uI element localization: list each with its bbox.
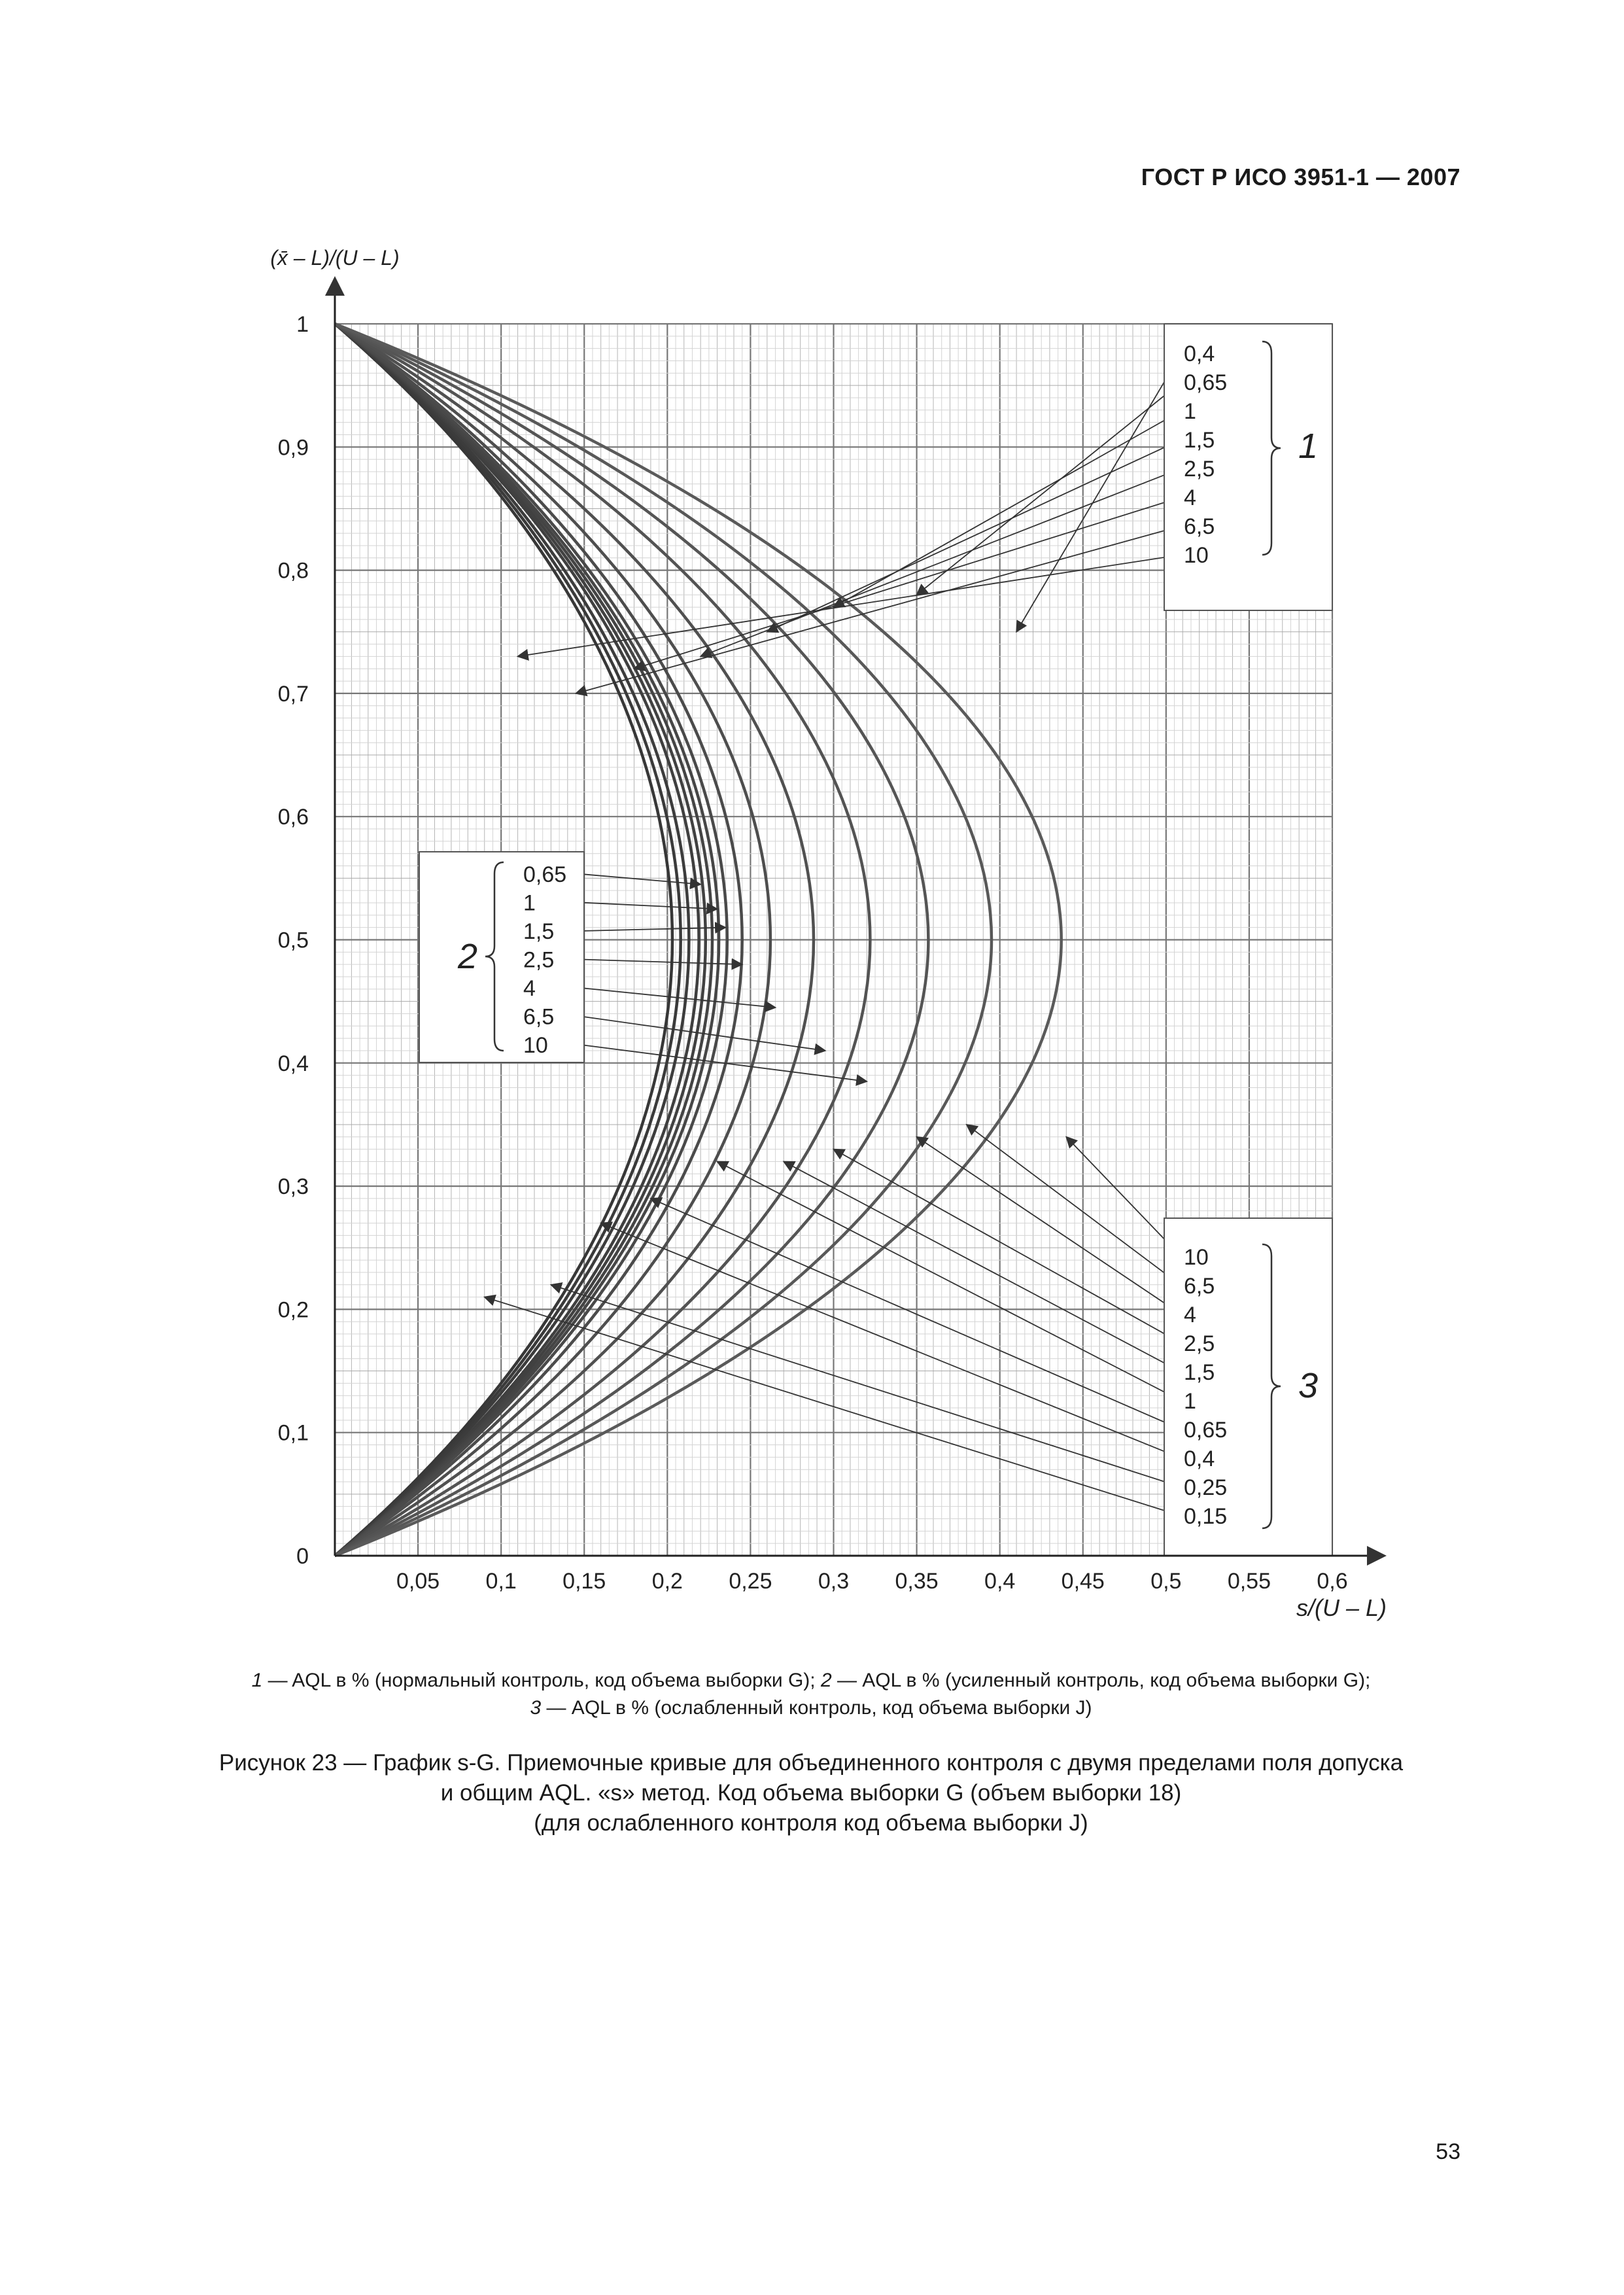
y-tick-label: 0 <box>296 1544 309 1569</box>
x-tick-label: 0,1 <box>485 1569 517 1594</box>
group-3-leader <box>967 1125 1181 1286</box>
group-2-id: 2 <box>457 937 478 976</box>
document-id: ГОСТ Р ИСО 3951-1 — 2007 <box>1141 164 1460 190</box>
x-tick-label: 0,3 <box>818 1569 850 1594</box>
y-tick-label: 0,1 <box>277 1420 309 1446</box>
group-1-label: 10 <box>1184 543 1209 568</box>
group-2-label: 1 <box>523 890 536 916</box>
group-2-label: 10 <box>523 1033 548 1058</box>
group-3-label: 1 <box>1184 1389 1196 1414</box>
group-3-leader <box>784 1161 1181 1372</box>
group-2-label: 0,65 <box>523 862 567 887</box>
figure-title <box>124 1748 1498 1838</box>
x-tick-label: 0,45 <box>1061 1569 1105 1594</box>
y-tick-label: 0,4 <box>277 1051 309 1076</box>
y-tick-label: 0,8 <box>277 558 309 584</box>
legend-group-1-number: 1 <box>251 1670 263 1691</box>
group-3-leader <box>651 1199 1181 1429</box>
x-tick-label: 0,05 <box>396 1569 440 1594</box>
y-axis-label: (x̄ – L)/(U – L) <box>270 246 400 270</box>
figure-title-line-3: (для ослабленного контроля код объема выборки J) <box>534 1810 1088 1836</box>
y-tick-label: 0,2 <box>277 1297 309 1323</box>
legend-group-1-text: — AQL в % (нормальный контроль, код объема выборки G); <box>262 1670 821 1691</box>
legend-note <box>124 1667 1498 1722</box>
group-3-leader <box>601 1223 1181 1458</box>
x-tick-label: 0,5 <box>1150 1569 1182 1594</box>
page-number: 53 <box>1436 2139 1460 2164</box>
x-tick-label: 0,4 <box>984 1569 1016 1594</box>
x-tick-label: 0,35 <box>895 1569 939 1594</box>
x-tick-label: 0,25 <box>729 1569 772 1594</box>
x-tick-label: 0,2 <box>651 1569 683 1594</box>
x-tick-label: 0,55 <box>1227 1569 1271 1594</box>
legend-group-2-text: — AQL в % (усиленный контроль, код объема выборки G); <box>831 1670 1371 1691</box>
group-2-label: 6,5 <box>523 1004 555 1030</box>
y-tick-label: 0,9 <box>277 435 309 461</box>
group-3-leader <box>551 1285 1181 1487</box>
group-3-label: 4 <box>1184 1303 1196 1327</box>
group-3-label: 0,65 <box>1184 1418 1228 1443</box>
group-2-label: 2,5 <box>523 947 555 973</box>
group-3-label: 0,4 <box>1184 1446 1215 1471</box>
group-2-label: 4 <box>523 976 536 1001</box>
y-tick-label: 1 <box>296 312 309 337</box>
x-tick-label: 0,6 <box>1317 1569 1348 1594</box>
y-tick-label: 0,5 <box>277 928 309 953</box>
group-1-label: 1,5 <box>1184 428 1215 453</box>
legend-group-3-number: 3 <box>530 1697 542 1719</box>
group-3-label: 1,5 <box>1184 1360 1215 1385</box>
group-3-label: 0,15 <box>1184 1504 1228 1529</box>
group-3-label: 6,5 <box>1184 1274 1215 1299</box>
group-3-label: 10 <box>1184 1245 1209 1270</box>
group-1-label: 4 <box>1184 485 1196 510</box>
group-2-leader <box>581 874 700 885</box>
group-1-leader <box>834 411 1182 607</box>
x-tick-label: 0,15 <box>562 1569 606 1594</box>
group-1-leader <box>634 497 1182 669</box>
legend-group-2-number: 2 <box>820 1670 832 1691</box>
group-3-label: 2,5 <box>1184 1331 1215 1356</box>
figure-title-line-1: Рисунок 23 — График s-G. Приемочные кривые для объединенного контроля с двумя пределами поля допуска <box>218 1750 1404 1776</box>
group-1-id: 1 <box>1298 427 1319 466</box>
figure-title-line-2: и общим AQL. «s» метод. Код объема выборки G (объем выборки 18) <box>440 1780 1182 1806</box>
group-1-label: 1 <box>1184 399 1196 424</box>
group-3-leader <box>485 1297 1181 1516</box>
group-3-id: 3 <box>1298 1366 1319 1405</box>
x-axis-label: s/(U – L) <box>1296 1594 1387 1621</box>
group-2-label: 1,5 <box>523 919 555 944</box>
group-3-label: 0,25 <box>1184 1475 1228 1500</box>
y-tick-label: 0,7 <box>277 681 309 707</box>
group-1-label: 2,5 <box>1184 457 1215 482</box>
group-1-label: 0,65 <box>1184 370 1228 395</box>
group-1-label: 6,5 <box>1184 514 1215 539</box>
y-tick-label: 0,3 <box>277 1174 309 1200</box>
y-tick-label: 0,6 <box>277 805 309 830</box>
group-3-leader <box>917 1137 1181 1314</box>
group-2-leader <box>581 928 725 931</box>
legend-group-3-text: — AQL в % (ослабленный контроль, код объема выборки J) <box>541 1697 1092 1719</box>
group-1-label: 0,4 <box>1184 342 1215 366</box>
group-1-leader <box>767 440 1181 632</box>
